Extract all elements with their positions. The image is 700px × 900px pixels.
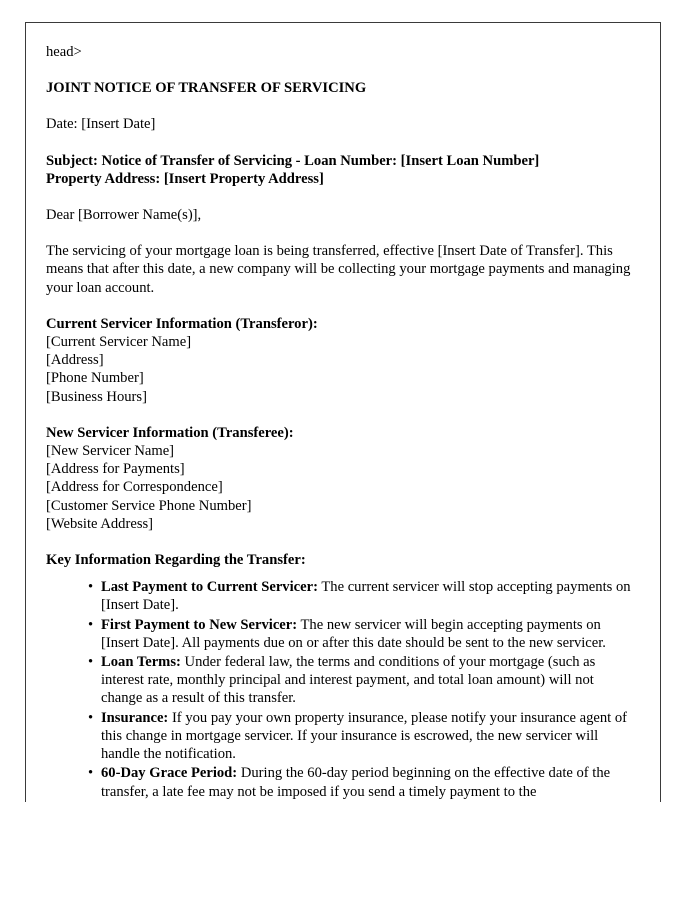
list-item-text: If you pay your own property insurance, please notify your insurance agent of this change in mortgage servicer. If your insurance is escrowed, the new servicer will handle the notification.: [101, 709, 628, 763]
new-servicer-correspondence-address-line: [Address for Correspondence]: [46, 479, 223, 496]
subject-line: Subject: Notice of Transfer of Servicing - Loan Number: [Insert Loan Number]: [46, 152, 540, 169]
current-servicer-hours-line: [Business Hours]: [46, 388, 147, 405]
new-servicer-website-line: [Website Address]: [46, 515, 154, 532]
list-item-lead: First Payment to New Servicer:: [101, 616, 298, 633]
document-title: JOINT NOTICE OF TRANSFER OF SERVICING: [46, 80, 367, 97]
list-item-lead: 60-Day Grace Period:: [101, 765, 238, 782]
new-servicer-name-line: [New Servicer Name]: [46, 443, 175, 460]
current-servicer-address-line: [Address]: [46, 352, 104, 369]
list-item-lead: Last Payment to Current Servicer:: [101, 579, 318, 596]
property-address-line: Property Address: [Insert Property Address]: [46, 170, 324, 187]
intro-paragraph: The servicing of your mortgage loan is being transferred, effective [Insert Date of Transfer]. This means that after this date, a new company will be collecting your mortgage payments and managing your loan account.: [46, 243, 631, 296]
current-servicer-section: [46, 315, 636, 406]
document-page-frame: [25, 22, 661, 802]
list-item-text: Under federal law, the terms and conditions of your mortgage (such as interest rate, monthly principal and interest payment, and total loan amount) will not change as a result of this transfer.: [101, 654, 596, 707]
new-servicer-payment-address-line: [Address for Payments]: [46, 461, 185, 478]
date-line: Date: [Insert Date]: [46, 116, 156, 133]
key-information-heading: Key Information Regarding the Transfer:: [46, 552, 306, 569]
document-body: [26, 23, 660, 802]
current-servicer-heading: Current Servicer Information (Transferor):: [46, 315, 318, 332]
new-servicer-section: [46, 424, 636, 533]
list-item-text: During the 60-day period beginning on the effective date of the transfer, a late fee may not be imposed if you send a timely payment to the: [101, 765, 611, 800]
new-servicer-phone-line: [Customer Service Phone Number]: [46, 497, 252, 514]
list-item: [88, 709, 636, 764]
key-information-list: [46, 578, 636, 800]
list-item: [88, 578, 636, 614]
new-servicer-heading: New Servicer Information (Transferee):: [46, 424, 294, 441]
list-item-text: The current servicer will stop accepting payments on [Insert Date].: [101, 579, 631, 614]
stray-html-tag-text: head>: [46, 44, 82, 60]
list-item: [88, 764, 636, 800]
current-servicer-phone-line: [Phone Number]: [46, 370, 144, 387]
list-item-lead: Loan Terms:: [101, 654, 181, 671]
current-servicer-name-line: [Current Servicer Name]: [46, 334, 192, 351]
list-item-lead: Insurance:: [101, 709, 169, 726]
list-item: [88, 616, 636, 652]
subject-block: [46, 152, 636, 188]
list-item-text: The new servicer will begin accepting payments on [Insert Date]. All payments due on or after this date should be sent to the new servicer.: [101, 616, 606, 651]
salutation-line: Dear [Borrower Name(s)],: [46, 207, 202, 224]
list-item: [88, 653, 636, 708]
